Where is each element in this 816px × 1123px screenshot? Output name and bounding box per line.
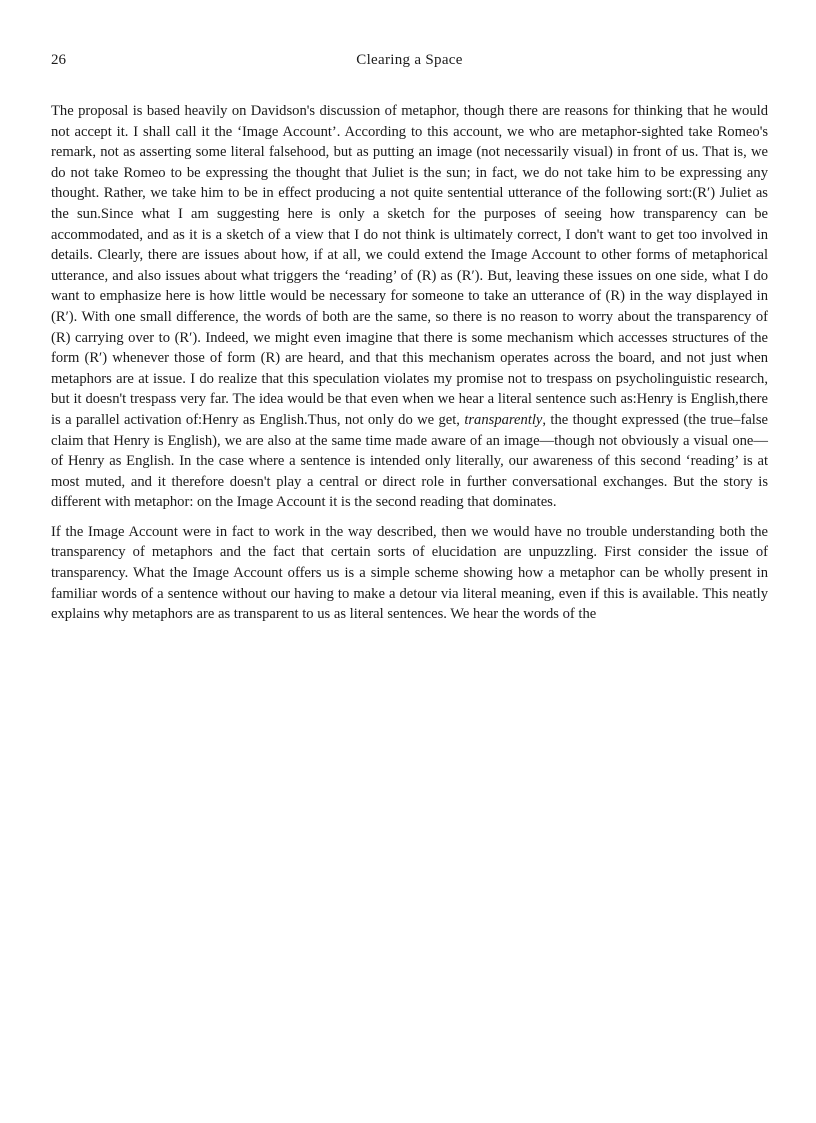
- paragraph-1-text-b: , the thought expressed (the true–false claim that Henry is English), we are also at the same time made aware of an image—though not obviously a visual one—of Henry as English. In the case where a sentence is intended only literally, our awareness of this second ‘reading’ is at most muted, and it therefore doesn't play a central or direct role in further conversational exchanges. But the story is different with metaphor: on the Image Account it is the second reading that dominates.: [51, 411, 769, 511]
- paragraph-1-text-a: The proposal is based heavily on Davidson's discussion of metaphor, though there are reasons for thinking that he would not accept it. I shall call it the ‘Image Account’. According to this account, we who are metaphor-sighted take Romeo's remark, not as asserting some literal falsehood, but as putting an image (not necessarily visual) in front of us. That is, we do not take Romeo to be expressing the thought that Juliet is the sun; in fact, we do not take him to be expressing any thought. Rather, we take him to be in effect producing a not quite sentential utterance of the following sort:(R′) Juliet as the sun.Since what I am suggesting here is only a sketch for the purposes of seeing how transparency can be accommodated, and as it is a sketch of a view that I do not think is ultimately correct, I don't want to get too involved in details. Clearly, there are issues about how, if at all, we could extend the Image Account to other forms of metaphorical utterance, and also issues about what triggers the ‘reading’ of (R) as (R′). But, leaving these issues on one side, what I do want to emphasize here is how little would be necessary for someone to take an utterance of (R) in the way displayed in (R′). With one small difference, the words of both are the same, so there is no reason to worry about the transparency of (R) carrying over to (R′). Indeed, we might even imagine that there is some mechanism which accesses structures of the form (R′) whenever those of form (R) are heard, and that this mechanism operates across the board, and not just when metaphors are at issue. I do realize that this speculation violates my promise not to trespass on psycholinguistic research, but it doesn't trespass very far. The idea would be that even when we hear a literal sentence such as:Henry is English,there is a parallel activation of:Henry as English.Thus, not only do we get,: [51, 103, 768, 428]
- paragraph-2: If the Image Account were in fact to work in the way described, then we would have no trouble understanding both the transparency of metaphors and the fact that certain sorts of elucidation are unpuzzling. First consider the issue of transparency. What the Image Account offers us is a simple scheme showing how a metaphor can be wholly present in familiar words of a sentence without our having to make a detour via literal meaning, even if this is available. This neatly explains why metaphors are as transparent to us as literal sentences. We hear the words of the: [51, 523, 768, 623]
- page-number: 26: [51, 52, 66, 68]
- paragraph-1-italic-word: transparently: [464, 411, 543, 428]
- running-head: [51, 50, 768, 70]
- paragraph-1: [51, 101, 768, 513]
- body-text: [51, 101, 768, 634]
- running-title: Clearing a Space: [356, 52, 463, 68]
